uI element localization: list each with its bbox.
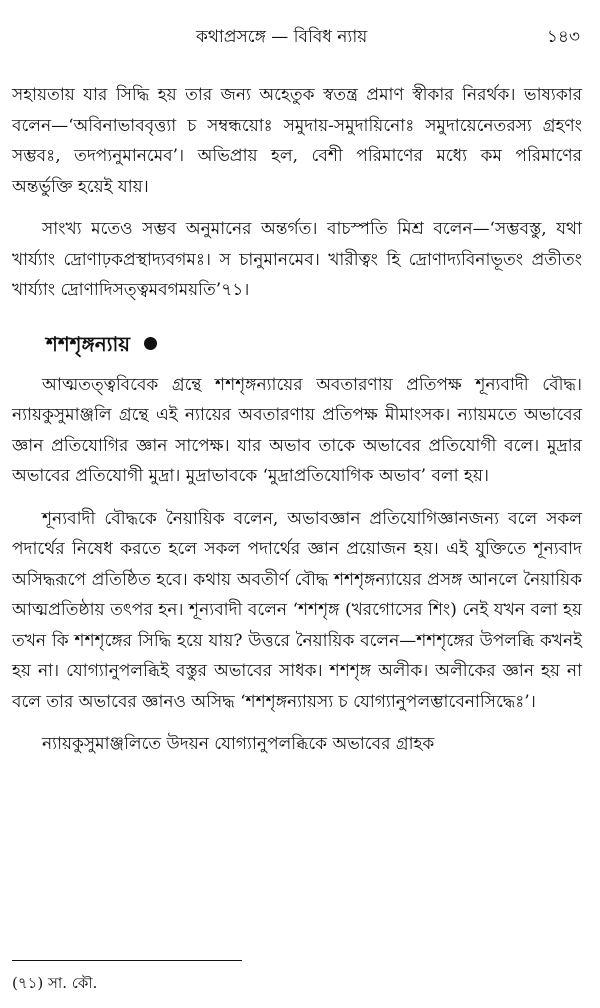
running-title: কথাপ্রসঙ্গে — বিবিধ ন্যায় — [196, 27, 368, 47]
paragraph: শূন্যবাদী বৌদ্ধকে নৈয়ায়িক বলেন, অভাবজ্ঞান প্রতিযোগিজ্ঞানজন্য বলে সকল পদার্থের নিষেধ করতে হলে সকল পদার্থের জ্ঞান প্রয়োজন হয়। এই যুক্তিতে শূন্যবাদ অসিদ্ধরূপে প্রতিষ্ঠিত হবে। কথায় অবতীর্ণ বৌদ্ধ শশশৃঙ্গন্যায়ের প্রসঙ্গ আনলে নৈয়ায়িক আত্মপ্রতিষ্ঠায় তৎপর হন। শূন্যবাদী বলেন ‘শশশৃঙ্গ (খরগোসের শিং) নেই যখন বলা হয় তখন কি শশশৃঙ্গের সিদ্ধি হয়ে যায়? উত্তরে নৈয়ায়িক বলেন—শশশৃঙ্গের উপলব্ধি কখনই হয় না। যোগ্যানুপলব্ধিই বস্তুর অভাবের সাধক। শশশৃঙ্গ অলীক। অলীকের জ্ঞান হয় না বলে তার অভাবের জ্ঞানও অসিদ্ধ ‘শশশৃঙ্গন্যায়স্য চ যোগ্যানুপলম্ভাবেনাসিদ্ধেঃ’। — [12, 508, 582, 712]
paragraph: ন্যায়কুসুমাঞ্জলিতে উদয়ন যোগ্যানুপলব্ধিকে অভাবের গ্রাহক — [42, 734, 435, 754]
footnote: (৭১) সা. কৌ. — [12, 974, 98, 992]
paragraph: আত্মতত্ত্ববিবেক গ্রন্থে শশশৃঙ্গন্যায়ের অবতারণায় প্রতিপক্ষ শূন্যবাদী বৌদ্ধ। ন্যায়কুসুমাঞ্জলি গ্রন্থে এই ন্যায়ের অবতারণায় প্রতিপক্ষ মীমাংসক। ন্যায়মতে অভাবের জ্ঞান প্রতিযোগির জ্ঞান সাপেক্ষ। যার অভাব তাকে অভাবের প্রতিযোগী বলে। মুদ্রার অভাবের প্রতিযোগী মুদ্রা। মুদ্রাভাবকে ‘মুদ্রাপ্রতিযোগিক অভাব’ বলা হয়। — [12, 374, 582, 486]
running-head — [0, 24, 600, 52]
body-text — [12, 80, 582, 760]
paragraph: সাংখ্য মতেও সম্ভব অনুমানের অন্তর্গত। বাচস্পতি মিশ্র বলেন—‘সম্ভবস্তু, যথা খার্য্যাং দ্রোণাঢ়কপ্রস্থাদ্যবগমঃ। স চানুমানমেব। খারীত্বং হি দ্রোণাদ্যবিনাভূতং প্রতীতং খার্য্যাং দ্রোণাদিসত্ত্বমবগময়তি’৭১। — [12, 219, 582, 300]
page-number: ১৪৩ — [546, 27, 580, 47]
paragraph: সহায়তায় যার সিদ্ধি হয় তার জন্য অহেতুক স্বতন্ত্র প্রমাণ স্বীকার নিরর্থক। ভাষ্যকার বলেন—‘অবিনাভাববৃত্ত্যা চ সম্বন্ধয়োঃ সমুদায়-সমুদায়িনোঃ সমুদায়েনেতরস্য গ্রহণং সম্ভবঃ, তদপ্যনুমানমেব’। অভিপ্রায় হল, বেশী পরিমাণের মধ্যে কম পরিমাণের অন্তর্ভুক্তি হয়েই যায়। — [12, 85, 582, 197]
bullet-icon — [144, 337, 157, 350]
section-heading — [46, 328, 582, 360]
footnote-rule — [12, 960, 242, 961]
section-heading-text: শশশৃঙ্গন্যায় — [46, 331, 131, 356]
